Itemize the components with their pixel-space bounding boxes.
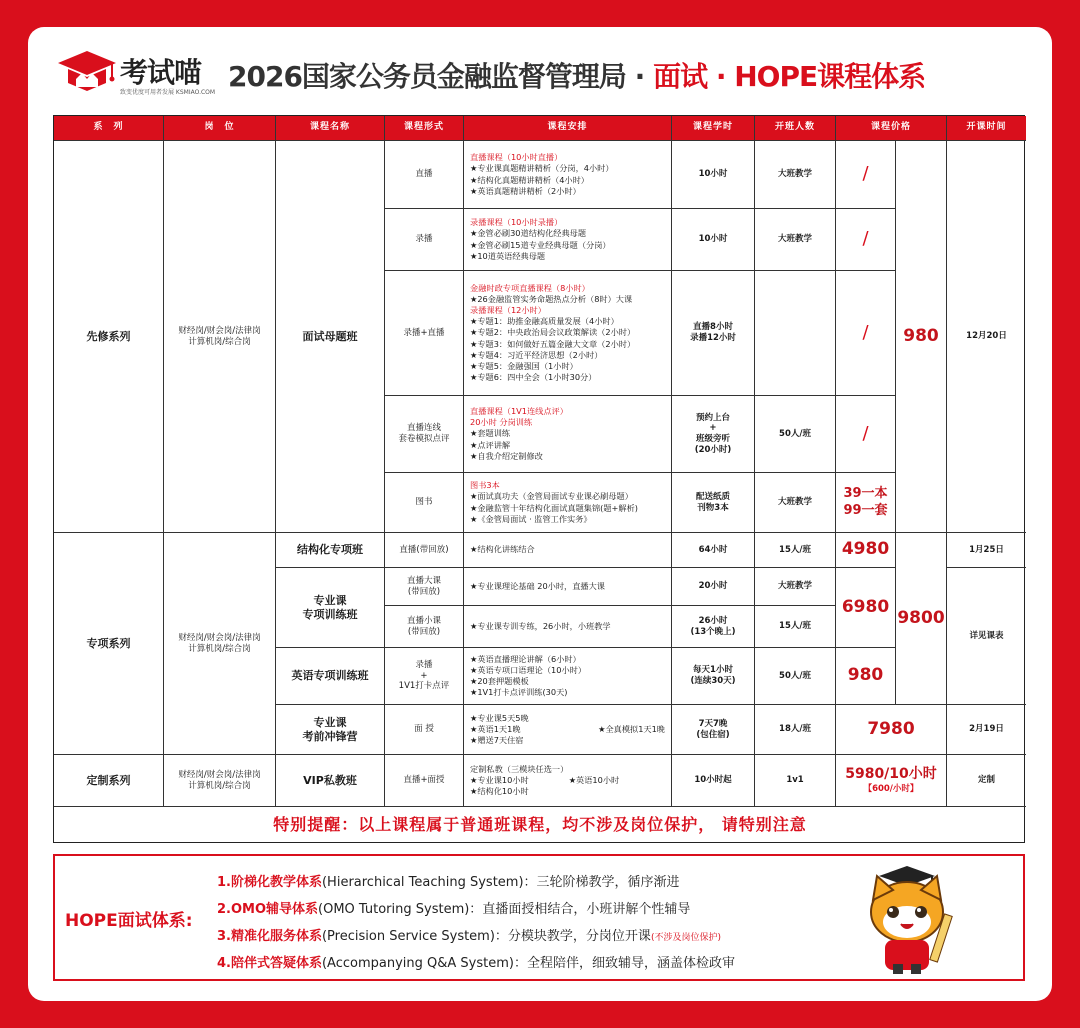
form-cell [385, 271, 464, 396]
header-4 [464, 116, 672, 141]
class-sprint [755, 705, 836, 755]
course-professional [276, 568, 385, 648]
form-professional-text: 直播大课 (带回放) [406, 575, 441, 597]
class-size-cell-text: 大班教学 [777, 497, 812, 508]
schedule-line: ★专题6：四中全会（1小时30分） [470, 371, 597, 382]
hours-structured [672, 533, 755, 568]
header-8 [947, 116, 1026, 141]
hours-sprint-text: 7天7晚 (包住宿) [696, 718, 730, 740]
series-prep-text: 先修系列 [86, 329, 131, 343]
schedule-line: ★专业课真题精讲精析（分岗，4小时） [470, 163, 614, 174]
price-custom-main: 5980/10小时 [845, 766, 937, 783]
form-custom [385, 755, 464, 807]
class-english [755, 648, 836, 705]
schedule-line: ★自我介绍定制修改 [470, 450, 543, 461]
schedule-line: 20小时 分岗训练 [470, 417, 533, 428]
class-structured-text: 15人/班 [779, 544, 811, 555]
course-prep [276, 141, 385, 533]
hours-cell-text: 预约上台 + 班级旁听 (20小时) [694, 412, 732, 455]
schedule-line: ★26金融监管实务命题热点分析（8时）大课 [470, 294, 633, 305]
hours-cell [672, 209, 755, 271]
hope-item-num: 1.阶梯化教学体系 [217, 875, 322, 890]
schedule-line: ★专题2：中央政治局会议政策解读（2小时） [470, 327, 636, 338]
hope-item [217, 951, 857, 978]
header-1 [164, 116, 276, 141]
price-sprint-text: 7980 [867, 718, 915, 739]
notice-text: 特别提醒：以上课程属于普通班课程，均不涉及岗位保护， 请特别注意 [273, 815, 807, 834]
form-cell [385, 473, 464, 533]
vip-line [470, 786, 665, 797]
schedule-line: ★专题1：助推金融高质量发展（4小时） [470, 316, 619, 327]
price-cell [836, 473, 896, 533]
hope-item-num: 3.精准化服务体系 [217, 929, 322, 944]
form-cell-text: 直播连线 套卷模拟点评 [398, 423, 450, 444]
price-cell [836, 396, 896, 473]
header-2-text: 课程名称 [309, 122, 350, 133]
schedule-line: 金融时政专项直播课程（8小时） [470, 283, 590, 294]
positions-special [164, 533, 276, 755]
hours-custom-text: 10小时起 [694, 775, 732, 786]
class-professional [755, 606, 836, 648]
start-sprint [947, 705, 1026, 755]
course-structured-text: 结构化专项班 [297, 543, 363, 557]
brand-logo [56, 49, 226, 101]
price-english-text: 980 [847, 665, 884, 686]
schedule-cell [464, 396, 672, 473]
schedule-line: ★金管必刷15道专业经典母题（分岗） [470, 239, 611, 250]
vip-item: 定制私教（三模块任选一） [470, 763, 569, 774]
course-custom-text: VIP私教班 [303, 773, 357, 787]
form-professional [385, 568, 464, 606]
hours-custom [672, 755, 755, 807]
price-cell [836, 271, 896, 396]
class-size-cell-text: 大班教学 [777, 169, 812, 180]
header-0-text: 系 列 [93, 122, 124, 133]
header-1-text: 岗 位 [204, 122, 235, 133]
form-cell-text: 直播 [415, 169, 433, 180]
price-professional [836, 568, 896, 648]
schedule-line: ★点评讲解 [470, 439, 511, 450]
schedule-line: ★面试真功夫（金管局面试专业课必刷母题） [470, 491, 633, 502]
vip-line [470, 764, 665, 775]
form-cell [385, 141, 464, 209]
class-size-cell [755, 473, 836, 533]
positions-custom [164, 755, 276, 807]
hours-professional [672, 568, 755, 606]
schedule-cell [464, 141, 672, 209]
price-english [836, 648, 896, 705]
schedule-line: 录播课程（10小时录播） [470, 217, 563, 228]
hours-structured-text: 64小时 [698, 544, 728, 555]
header-8-text: 开课时间 [966, 122, 1007, 133]
schedule-line: ★金融监管十年结构化面试真题集锦(题+解析) [470, 502, 638, 513]
hours-professional [672, 606, 755, 648]
hope-item-en: (OMO Tutoring System)： [318, 902, 483, 917]
form-sprint-text: 面 授 [414, 724, 434, 735]
price-professional-text: 6980 [841, 596, 890, 617]
title-highlight: 面试 · HOPE课程体系 [653, 60, 926, 93]
content-professional-text: ★专业课理论基础 20小时，直播大课 [470, 580, 605, 591]
schedule-cell [464, 473, 672, 533]
series-prep [54, 141, 164, 533]
content-structured [464, 533, 672, 568]
course-english-text: 英语专项训练班 [291, 669, 369, 683]
price-sprint [836, 705, 947, 755]
hope-system-box [53, 854, 1025, 981]
sprint-item: ★赠送7天住宿 [470, 735, 524, 746]
schedule-line: ★金管必刷30道结构化经典母题 [470, 228, 587, 239]
header-4-text: 课程安排 [547, 122, 588, 133]
schedule-line: 录播课程（12小时） [470, 305, 546, 316]
price-structured [836, 533, 896, 568]
course-english [276, 648, 385, 705]
price-total-prep-text: 980 [903, 325, 939, 346]
schedule-line: 直播课程（10小时直播） [470, 152, 563, 163]
content-professional [464, 606, 672, 648]
start-prep [947, 141, 1026, 533]
course-prep-text: 面试母题班 [302, 329, 358, 343]
hours-cell [672, 396, 755, 473]
hours-professional-text: 26小时 (13个晚上) [690, 615, 736, 637]
price-bundle-text: 9800 [897, 607, 945, 628]
series-special-text: 专项系列 [86, 636, 131, 650]
hope-item [217, 897, 857, 924]
sprint-item: ★英语1天1晚 [470, 723, 521, 734]
form-structured [385, 533, 464, 568]
schedule-line: ★英语真题精讲精析（2小时） [470, 185, 581, 196]
course-professional-text: 专业课 专项训练班 [302, 593, 358, 621]
form-custom-text: 直播+面授 [403, 775, 445, 786]
form-professional-text: 直播小课 (带回放) [406, 615, 441, 637]
course-sprint [276, 705, 385, 755]
class-size-cell [755, 209, 836, 271]
content-english [464, 648, 672, 705]
graduation-cap-logo-icon [56, 49, 118, 101]
hours-sprint [672, 705, 755, 755]
price-bundle [896, 533, 947, 705]
class-english-text: 50人/班 [779, 670, 811, 681]
content-structured-text: ★结构化讲练结合 [470, 544, 535, 555]
logo-text: 考试喵 [120, 56, 202, 89]
page-title [228, 55, 925, 95]
header-3-text: 课程形式 [403, 122, 444, 133]
start-professional-text: 详见课表 [969, 630, 1004, 641]
schedule-line: ★1V1打卡点评训练(30天) [470, 687, 568, 698]
course-custom [276, 755, 385, 807]
hope-item-desc: 直播面授相结合，小班讲解个性辅导 [482, 902, 691, 917]
class-size-cell-text: 50人/班 [779, 428, 811, 439]
hours-cell-text: 配送纸质 刊物3本 [695, 491, 730, 513]
title-main: 2026国家公务员金融监督管理局 · [228, 60, 654, 93]
start-sprint-text: 2月19日 [969, 724, 1004, 735]
hours-cell [672, 473, 755, 533]
notice-row [54, 807, 1026, 843]
hours-english [672, 648, 755, 705]
hope-label: HOPE面试体系: [65, 911, 193, 931]
form-sprint [385, 705, 464, 755]
form-structured-text: 直播(带回放) [399, 544, 449, 555]
content-custom [464, 755, 672, 807]
schedule-line: ★英语直播理论讲解（6小时） [470, 653, 581, 664]
logo-subtext: 致变优度可用者发展 KSMIAO.COM [120, 89, 216, 96]
hope-list [217, 870, 857, 978]
start-prep-text: 12月20日 [966, 331, 1007, 342]
course-structured [276, 533, 385, 568]
class-custom-text: 1v1 [786, 775, 804, 786]
schedule-line: ★《金管局面试 · 监管工作实务》 [470, 513, 592, 524]
class-professional [755, 568, 836, 606]
course-sprint-text: 专业课 考前冲锋营 [302, 715, 358, 743]
header-5 [672, 116, 755, 141]
start-structured-text: 1月25日 [969, 544, 1004, 555]
schedule-line: ★20套押题模板 [470, 676, 529, 686]
class-professional-text: 大班教学 [777, 581, 812, 592]
content-professional [464, 568, 672, 606]
header-6 [755, 116, 836, 141]
schedule-line: ★专题3：如何做好五篇金融大文章（2小时） [470, 338, 636, 349]
hours-english-text: 每天1小时 (连续30天) [690, 665, 736, 686]
series-custom-text: 定制系列 [86, 773, 131, 787]
hope-item-desc: 全程陪伴，细致辅导，涵盖体检政审 [526, 956, 735, 971]
price-cell-text: / [862, 163, 869, 185]
price-custom [836, 755, 947, 807]
form-cell [385, 396, 464, 473]
cat-mascot-icon [845, 862, 965, 976]
header [28, 27, 1052, 115]
sprint-line [470, 713, 665, 724]
price-cell-text: / [862, 422, 869, 444]
hope-item-en: (Hierarchical Teaching System)： [321, 875, 537, 890]
price-structured-text: 4980 [841, 539, 890, 560]
header-0 [54, 116, 164, 141]
hope-item-desc: 分模块教学，分岗位开课 [507, 929, 651, 944]
sprint-line [470, 724, 665, 735]
hope-item-desc: 三轮阶梯教学，循序渐进 [536, 875, 680, 890]
sprint-item: ★全真模拟1天1晚 [598, 723, 665, 734]
class-sprint-text: 18人/班 [779, 724, 811, 735]
course-table [53, 115, 1025, 843]
form-english-text: 录播 + 1V1打卡点评 [398, 660, 450, 692]
schedule-cell [464, 209, 672, 271]
sprint-line [470, 735, 665, 746]
schedule-line: ★专题4：习近平经济思想（2小时） [470, 349, 603, 360]
class-professional-text: 15人/班 [779, 621, 811, 632]
hope-item-en: (Accompanying Q&A System)： [321, 956, 527, 971]
hope-item [217, 924, 857, 951]
form-cell-text: 图书 [415, 497, 433, 508]
header-7-text: 课程价格 [870, 122, 911, 133]
schedule-line: ★英语专项口语理论（10小时） [470, 664, 587, 675]
form-professional [385, 606, 464, 648]
hours-professional-text: 20小时 [698, 581, 728, 592]
hope-item-num: 4.陪伴式答疑体系 [217, 956, 322, 971]
form-english [385, 648, 464, 705]
sprint-item: ★专业课5天5晚 [470, 712, 529, 723]
price-total-prep [896, 141, 947, 533]
schedule-cell [464, 271, 672, 396]
vip-item: ★英语10小时 [568, 774, 620, 785]
schedule-line: 直播课程（1V1连线点评） [470, 406, 568, 417]
content-professional-text: ★专业课专训专练，26小时，小班教学 [470, 620, 611, 631]
class-size-cell [755, 141, 836, 209]
class-size-cell-text: 大班教学 [777, 234, 812, 245]
hours-cell-text: 直播8小时 录播12小时 [690, 322, 736, 343]
price-cell-text: 39一本 99一套 [843, 486, 888, 518]
header-3 [385, 116, 464, 141]
schedule-line: 图书3本 [470, 480, 500, 491]
poster-card [28, 27, 1052, 1001]
header-2 [276, 116, 385, 141]
schedule-line: ★套题训练 [470, 428, 511, 439]
class-structured [755, 533, 836, 568]
price-cell [836, 141, 896, 209]
series-custom [54, 755, 164, 807]
hours-cell-text: 10小时 [698, 169, 728, 180]
price-cell-text: / [862, 321, 869, 343]
form-cell-text: 录播+直播 [403, 327, 445, 338]
schedule-line: ★10道英语经典母题 [470, 250, 546, 261]
form-cell [385, 209, 464, 271]
hours-cell-text: 10小时 [698, 234, 728, 245]
start-professional [947, 568, 1026, 705]
hope-item [217, 870, 857, 897]
positions-prep [164, 141, 276, 533]
vip-item: ★结构化10小时 [470, 786, 529, 797]
vip-line [470, 775, 665, 786]
hours-cell [672, 141, 755, 209]
schedule-line: ★专题5：金融强国（1小时） [470, 360, 578, 371]
vip-item: ★专业课10小时 [470, 774, 529, 785]
class-custom [755, 755, 836, 807]
price-cell [836, 209, 896, 271]
start-custom-text: 定制 [977, 775, 995, 786]
header-5-text: 课程学时 [692, 122, 733, 133]
price-cell-text: / [862, 228, 869, 250]
header-6-text: 开班人数 [774, 122, 815, 133]
price-custom-sub: 【600/小时】 [863, 783, 919, 794]
class-size-cell [755, 396, 836, 473]
header-7 [836, 116, 947, 141]
positions-prep-text: 财经岗/财会岗/法律岗 计算机岗/综合岗 [178, 325, 261, 347]
content-sprint [464, 705, 672, 755]
form-cell-text: 录播 [415, 234, 433, 245]
class-size-cell [755, 271, 836, 396]
series-special [54, 533, 164, 755]
hope-item-en: (Precision Service System)： [321, 929, 508, 944]
start-structured [947, 533, 1026, 568]
hope-item-num: 2.OMO辅导体系 [217, 902, 319, 917]
schedule-line: ★结构化真题精讲精析（4小时） [470, 174, 589, 185]
start-custom [947, 755, 1026, 807]
positions-special-text: 财经岗/财会岗/法律岗 计算机岗/综合岗 [178, 632, 261, 654]
hope-item-note: (不涉及岗位保护) [650, 933, 721, 943]
hours-cell [672, 271, 755, 396]
positions-custom-text: 财经岗/财会岗/法律岗 计算机岗/综合岗 [178, 769, 261, 791]
